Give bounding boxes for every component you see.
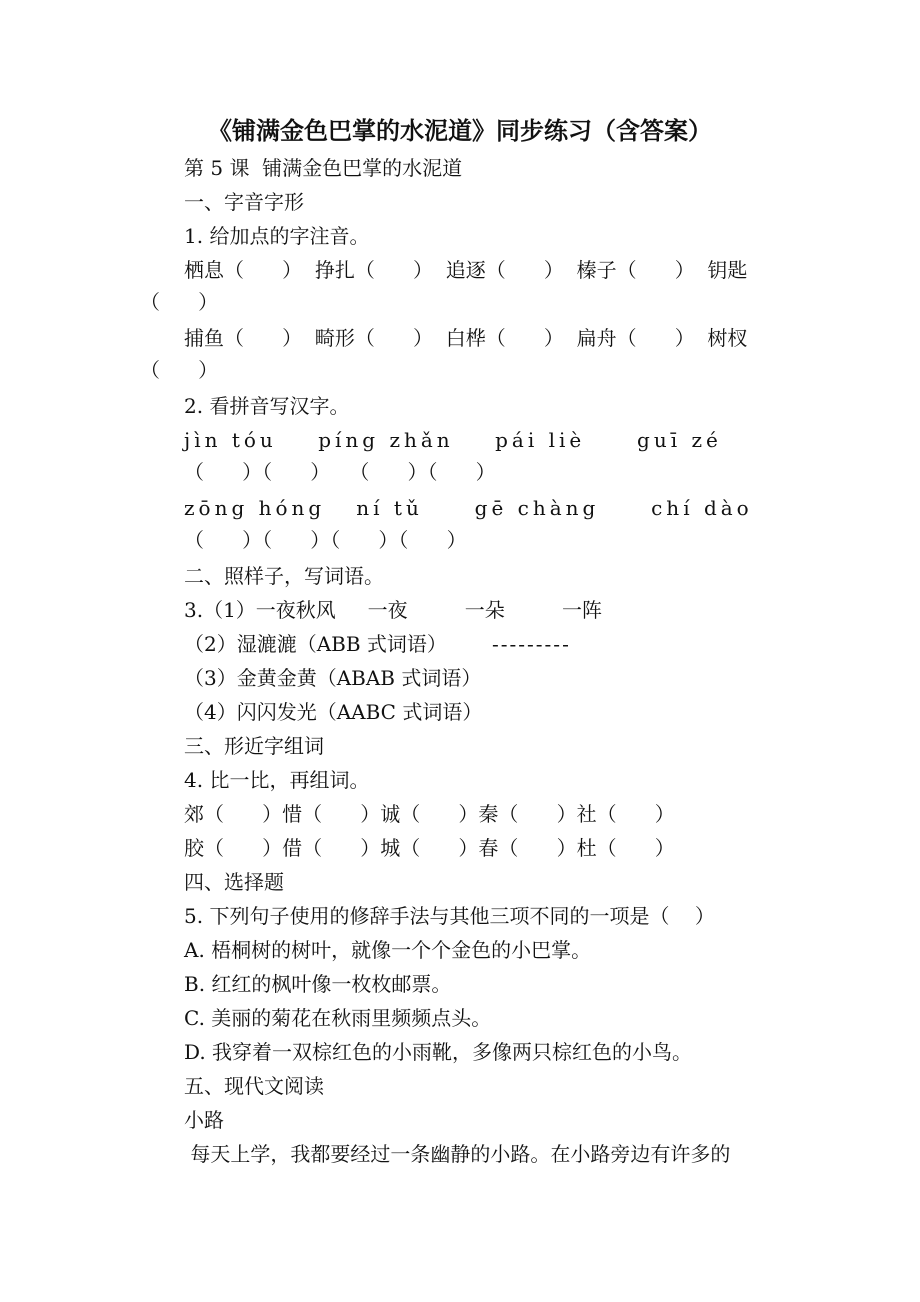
question-1-row-2: 捕鱼（ ） 畸形（ ） 白桦（ ） 扁舟（ ） 树杈	[184, 326, 748, 350]
answer-blank: ---------	[492, 632, 571, 656]
bracket-row-1: （ ）（ ） （ ）（ ）	[184, 460, 496, 484]
section-2-title: 二、照样子，写词语。	[184, 564, 384, 588]
question-1-row-2-wrap: （ ）	[140, 358, 219, 382]
lesson-heading: 第 5 课 铺满金色巴掌的水泥道	[184, 156, 463, 180]
question-4-row-2: 胶（ ）借（ ）城（ ）春（ ）杜（ ）	[184, 836, 675, 860]
question-1-row-1-wrap: （ ）	[140, 290, 219, 314]
section-5-title: 五、现代文阅读	[184, 1074, 324, 1098]
question-3-2: （2）湿漉漉（ABB 式词语）	[184, 632, 447, 656]
question-1-row-1: 栖息（ ） 挣扎（ ） 追逐（ ） 榛子（ ） 钥匙	[184, 258, 748, 282]
section-3-title: 三、形近字组词	[184, 734, 324, 758]
passage-title: 小路	[184, 1108, 224, 1132]
question-3-4: （4）闪闪发光（AABC 式词语）	[184, 700, 483, 724]
section-4-title: 四、选择题	[184, 870, 284, 894]
question-1: 1. 给加点的字注音。	[184, 224, 370, 248]
question-3-3: （3）金黄金黄（ABAB 式词语）	[184, 666, 482, 690]
passage-paragraph: 每天上学，我都要经过一条幽静的小路。在小路旁边有许多的	[184, 1142, 731, 1166]
option-b: B. 红红的枫叶像一枚枚邮票。	[184, 972, 452, 996]
question-3-1: 3.（1）一夜秋风 一夜 一朵 一阵	[184, 598, 603, 622]
question-2: 2. 看拼音写汉字。	[184, 394, 350, 418]
section-1-title: 一、字音字形	[184, 190, 304, 214]
option-c: C. 美丽的菊花在秋雨里频频点头。	[184, 1006, 492, 1030]
question-5: 5. 下列句子使用的修辞手法与其他三项不同的一项是（ ）	[184, 904, 715, 928]
document-title: 《铺满金色巴掌的水泥道》同步练习（含答案）	[208, 117, 712, 145]
question-4: 4. 比一比，再组词。	[184, 768, 370, 792]
pinyin-row-1: jìn tóu píng zhǎn pái liè guī zé	[184, 428, 722, 452]
bracket-row-2: （ ）（ ）（ ）（ ）	[184, 528, 467, 552]
pinyin-row-2: zōng hóng ní tǔ gē chàng chí dào	[184, 496, 753, 520]
question-4-row-1: 郊（ ）惜（ ）诚（ ）秦（ ）社（ ）	[184, 802, 675, 826]
option-a: A. 梧桐树的树叶，就像一个个金色的小巴掌。	[184, 938, 592, 962]
option-d: D. 我穿着一双棕红色的小雨靴，多像两只棕红色的小鸟。	[184, 1040, 693, 1064]
